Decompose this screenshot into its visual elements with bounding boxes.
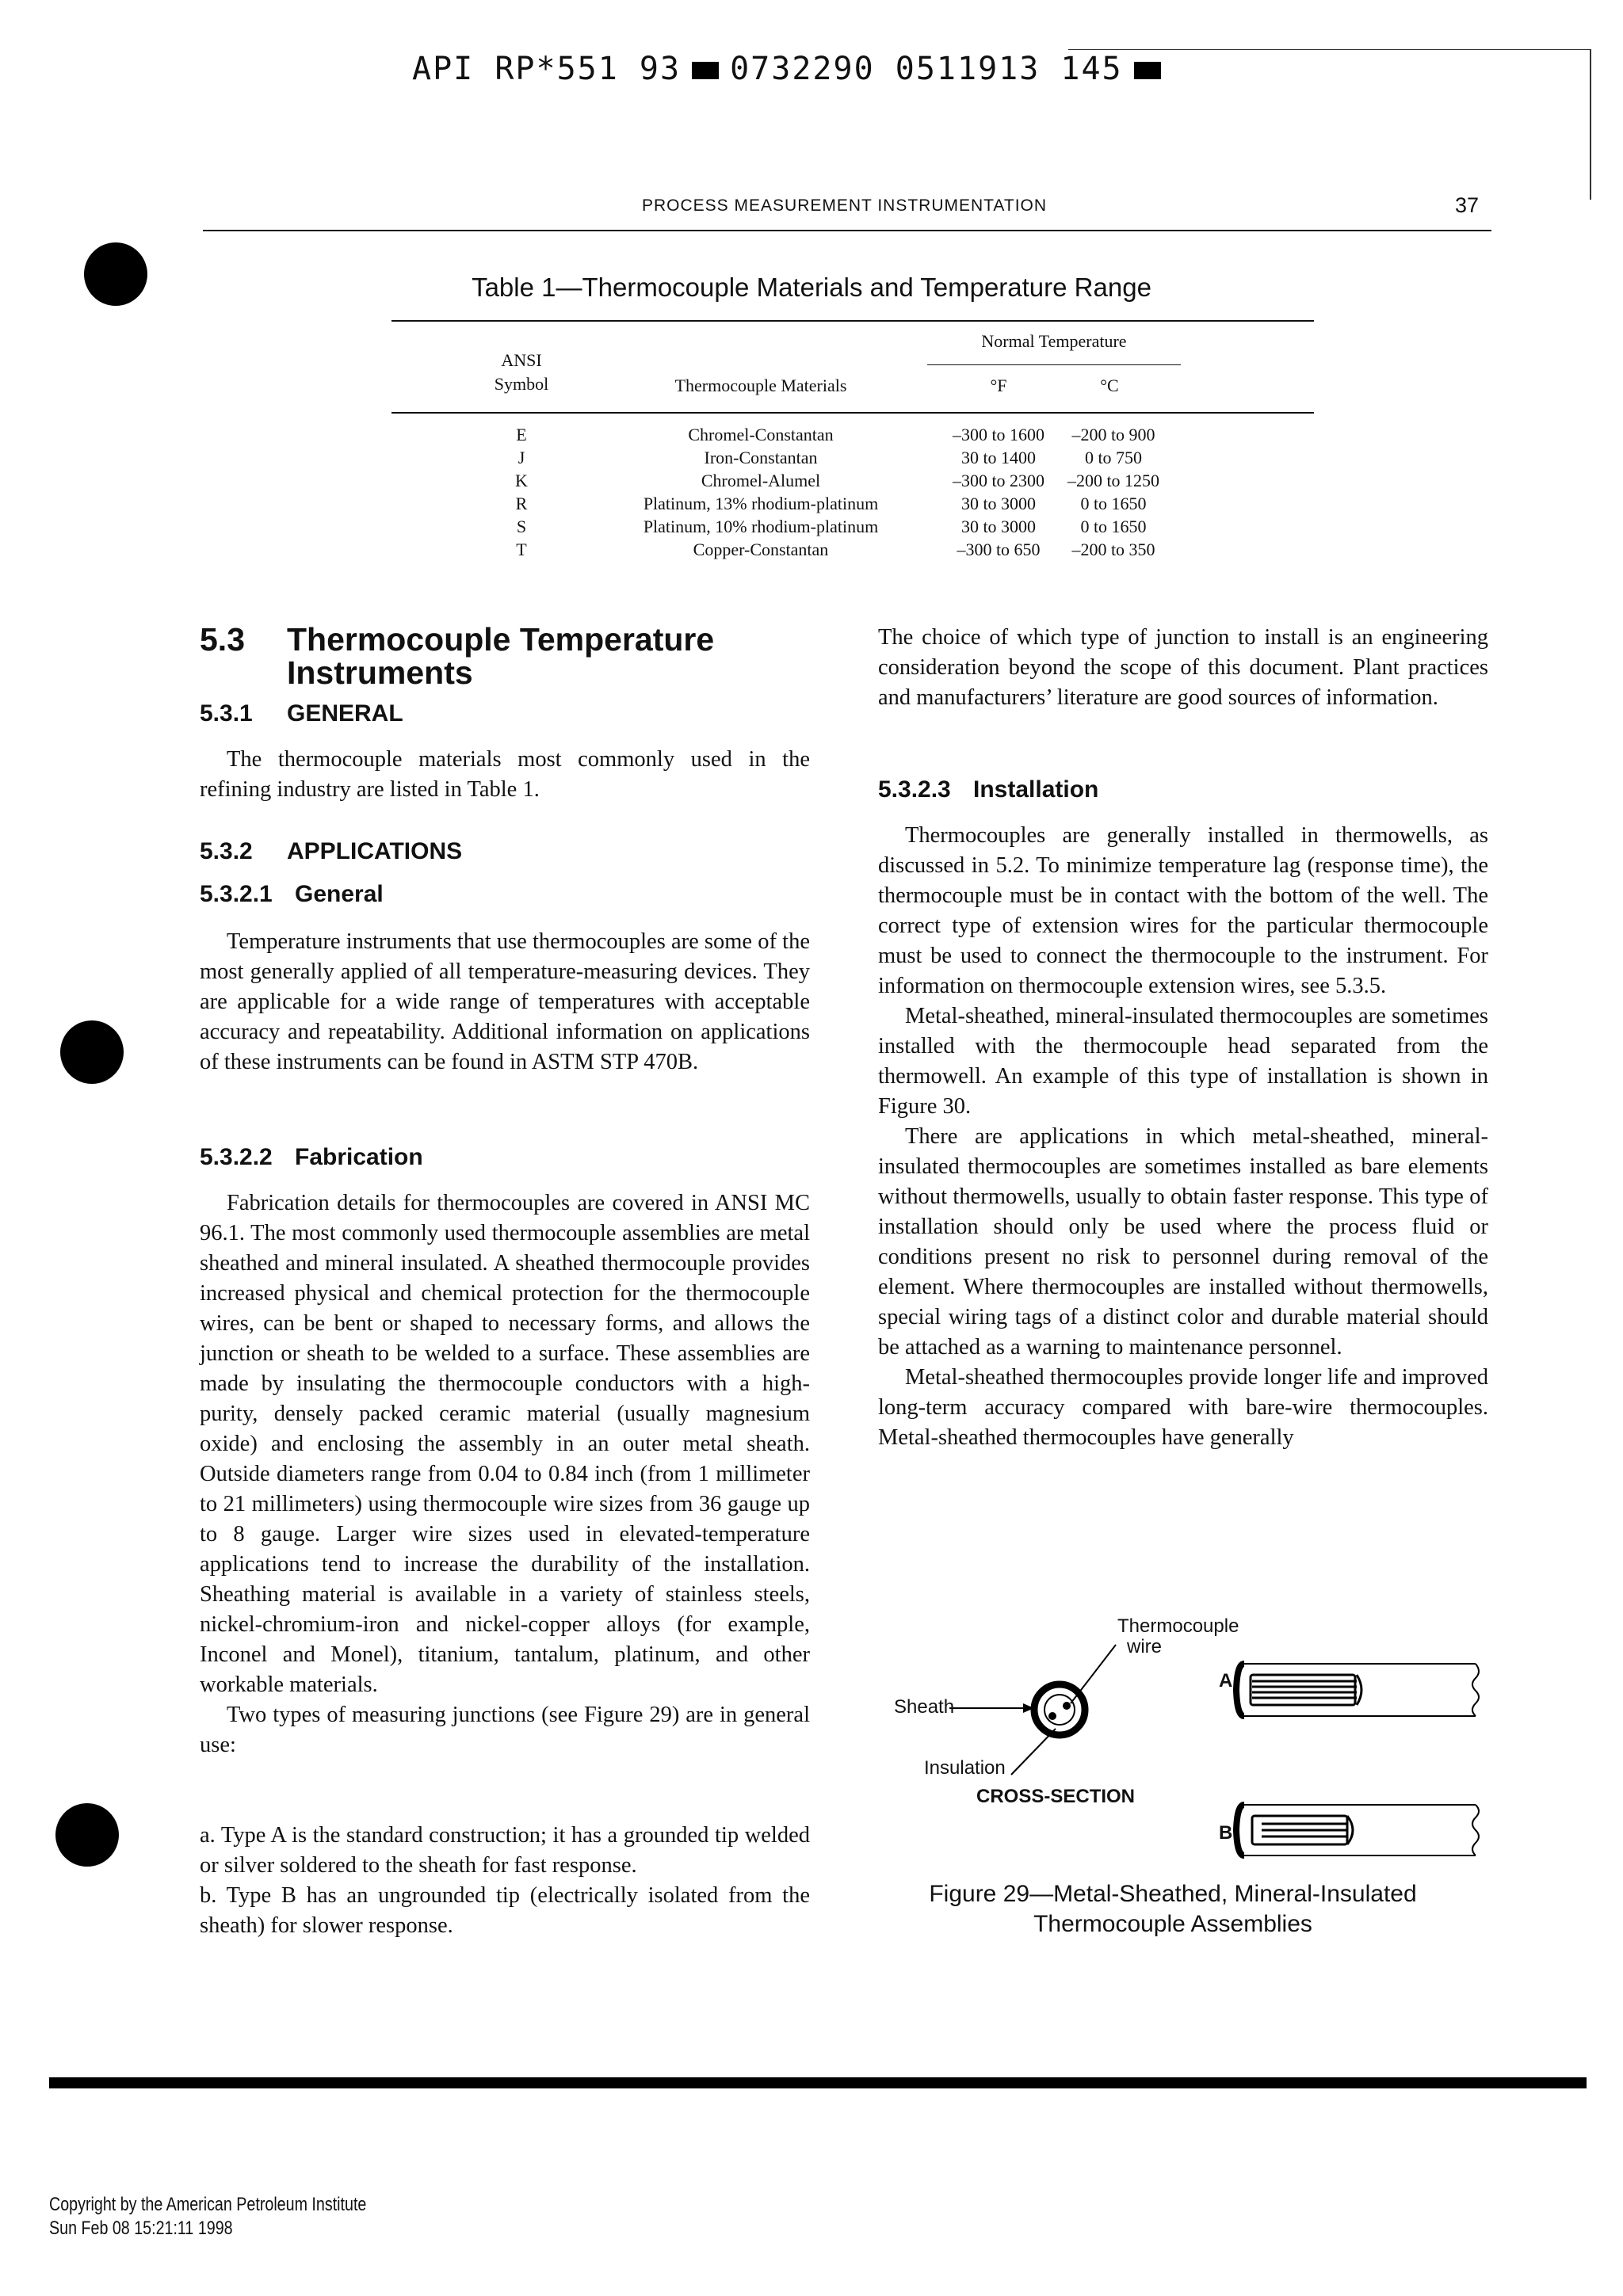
section-title: Installation <box>973 776 1099 803</box>
cross-section-icon <box>1034 1684 1085 1735</box>
punch-hole-middle <box>60 1020 124 1084</box>
label-line: Thermocouple <box>1117 1615 1239 1637</box>
table-cell: 30 to 3000 <box>960 517 1037 536</box>
section-title: GENERAL <box>287 700 403 727</box>
wire-leader <box>1071 1645 1116 1703</box>
paragraph-text: Fabrication details for thermocouples are covered in ANSI MC 96.1. The most commonly used thermocouple assemblies are metal sheathed and mineral insulated. A sheathed thermocouple provides increased physical and chemical protection for the thermocouple wires, can be bent or shaped to necessary forms, and allows the junction or sheath to be welded to a surface. These assemblies are made by insulating the thermocouple conductors with a high-purity, densely packed ceramic material (usually magnesium oxide) and enclosing the assembly in an outer metal sheath. Outside diameters range from 0.04 to 0.84 inch (from 1 millimeter to 21 millimeters) using thermocouple wire sizes from 36 gauge up to 8 gauge. Larger wire sizes used in elevated-temperature applications tend to increase the durability of the installation. Sheathing material is available in a variety of stainless steels, nickel-chromium-iron and nickel-copper alloys (for example, Inconel and Monel), titanium, tantalum, platinum, and other workable materials. <box>200 1191 810 1697</box>
paragraph <box>200 1188 810 1760</box>
table-cell: –300 to 2300 <box>952 471 1045 490</box>
section-number: 5.3.2 <box>200 838 253 864</box>
list-item: a. Type A is the standard construction; it has a grounded tip welded or silver soldered to the sheath for fast response. <box>200 1823 810 1878</box>
section-number: 5.3.1 <box>200 700 253 727</box>
paragraph-text: Metal-sheathed thermocouples provide longer life and improved long-term accuracy compared with bare-wire thermocouples. Metal-sheathed thermocouples have generally <box>878 1365 1488 1450</box>
table-cell: 0 to 1650 <box>1080 517 1147 536</box>
table-cell: S <box>516 517 527 536</box>
section-5-3-heading <box>200 623 714 689</box>
type-b-assembly <box>1236 1805 1479 1855</box>
label-type-a: A <box>1219 1670 1233 1691</box>
paragraph-text: Two types of measuring junctions (see Figure 29) are in general use: <box>200 1703 810 1757</box>
table-col-fahrenheit <box>935 423 1062 561</box>
insulation-leader <box>1011 1729 1056 1775</box>
footer-bar <box>49 2077 1587 2088</box>
table-cell: Copper-Constantan <box>693 540 829 559</box>
table-cell: 30 to 1400 <box>960 448 1037 467</box>
table-cell: –200 to 1250 <box>1067 471 1160 490</box>
section-title: APPLICATIONS <box>287 838 463 864</box>
paragraph-text: Temperature instruments that use thermocouples are some of the most generally applied of all temperature-measuring devices. They are applicable for a wide range of temperatures with acceptable accuracy and repeatability. Additional information on applications of these instruments can be found in ASTM STP 470B. <box>200 929 810 1074</box>
document-id-prefix: API RP*551 93 <box>412 51 682 87</box>
table-header-rule <box>391 412 1314 414</box>
table-cell: Platinum, 13% rhodium-platinum <box>643 494 879 513</box>
table-cell: 30 to 3000 <box>960 494 1037 513</box>
table-cell: Platinum, 10% rhodium-platinum <box>643 517 879 536</box>
col-group-rule <box>927 364 1181 365</box>
section-number: 5.3 <box>200 621 245 658</box>
list-item: b. Type B has an ungrounded tip (electrically isolated from the sheath) for slower response. <box>200 1883 810 1938</box>
section-5-3-2-heading <box>200 838 462 865</box>
paragraph-text: The thermocouple materials most commonly used in the refining industry are listed in Table 1. <box>200 747 810 802</box>
figure-caption <box>872 1879 1474 1939</box>
section-5-3-2-3-heading <box>878 776 1098 803</box>
caption-line: Figure 29—Metal-Sheathed, Mineral-Insulated <box>929 1881 1417 1907</box>
section-5-3-2-2-heading <box>200 1144 423 1171</box>
paragraph <box>878 623 1488 713</box>
paragraph <box>200 927 810 1077</box>
table-cell: –300 to 1600 <box>952 425 1045 444</box>
col-ansi-line1: ANSI <box>501 350 542 370</box>
label-type-b: B <box>1219 1822 1233 1844</box>
running-title: PROCESS MEASUREMENT INSTRUMENTATION <box>642 196 1048 215</box>
section-number: 5.3.2.3 <box>878 776 951 803</box>
section-5-3-2-1-heading <box>200 881 384 908</box>
table-col-symbol <box>482 423 561 561</box>
table-title: Table 1—Thermocouple Materials and Temperature Range <box>472 273 1151 302</box>
document-id-codes: 0732290 0511913 145 <box>730 51 1123 87</box>
scan-edge-vertical <box>1590 49 1591 200</box>
table-cell: Iron-Constantan <box>704 448 818 467</box>
col-materials-header: Thermocouple Materials <box>674 376 847 395</box>
section-5-3-1-heading <box>200 700 403 727</box>
label-thermocouple-wire <box>1117 1616 1239 1657</box>
table-cell: E <box>516 425 527 444</box>
scan-edge-line <box>1068 49 1591 50</box>
table-cell: T <box>516 540 527 559</box>
col-f-header: °F <box>990 376 1007 395</box>
col-ansi-line2: Symbol <box>494 374 549 394</box>
label-insulation: Insulation <box>924 1757 1006 1779</box>
label-cross-section: CROSS-SECTION <box>976 1786 1136 1807</box>
table-col-celsius <box>1054 423 1173 561</box>
table-cell: –200 to 350 <box>1071 540 1155 559</box>
type-a-assembly <box>1236 1664 1479 1716</box>
copyright-notice <box>49 2193 366 2241</box>
timestamp-line: Sun Feb 08 15:21:11 1998 <box>49 2218 233 2239</box>
paragraph <box>200 745 810 805</box>
caption-line: Thermocouple Assemblies <box>1033 1911 1312 1937</box>
section-title-line2: Instruments <box>287 654 473 691</box>
table-cell: 0 to 1650 <box>1080 494 1147 513</box>
table-cell: 0 to 750 <box>1084 448 1143 467</box>
header-rule <box>203 230 1491 231</box>
section-title-line1: Thermocouple Temperature <box>287 621 715 658</box>
table-cell: –300 to 650 <box>957 540 1041 559</box>
table-cell: –200 to 900 <box>1071 425 1155 444</box>
paragraph <box>878 821 1488 1453</box>
page-number: 37 <box>1455 193 1480 217</box>
section-title: Fabrication <box>295 1144 423 1170</box>
paragraph-text: Metal-sheathed, mineral-insulated thermocouples are sometimes installed with the thermocouple head separated from the thermowell. An example of this type of installation is shown in Figure 30. <box>878 1004 1488 1119</box>
section-number: 5.3.2.2 <box>200 1144 273 1170</box>
copyright-line: Copyright by the American Petroleum Institute <box>49 2194 367 2215</box>
paragraph-text: Thermocouples are generally installed in thermowells, as discussed in 5.2. To minimize temperature lag (response time), the thermocouple must be in contact with the bottom of the well. The correct type of extension wires for the particular thermocouple must be used to connect the thermocouple to the instrument. For information on thermocouple extension wires, see 5.3.5. <box>878 823 1488 998</box>
paragraph-text: The choice of which type of junction to install is an engineering consideration beyond the scope of this document. Plant practices and manufacturers’ literature are good sources of information. <box>878 625 1488 710</box>
table-col-material <box>602 423 919 561</box>
paragraph-text: There are applications in which metal-sheathed, mineral-insulated thermocouples are sometimes installed as bare elements without thermowells, usually to obtain faster response. This type of installation should only be used where the process fluid or conditions present no risk to personnel during removal of the element. Where thermocouples are installed without thermowells, special wiring tags of a distinct color and durable material should be attached as a warning to maintenance personnel. <box>878 1124 1488 1360</box>
punch-hole-bottom <box>55 1803 119 1867</box>
table-cell: J <box>517 448 525 467</box>
junction-list <box>200 1821 810 1941</box>
section-title: General <box>295 881 384 907</box>
table-cell: Chromel-Alumel <box>701 471 821 490</box>
table-top-rule <box>391 320 1314 322</box>
col-c-header: °C <box>1100 376 1119 395</box>
label-line: wire <box>1127 1636 1163 1657</box>
table-cell: R <box>515 494 528 513</box>
table-cell: K <box>515 471 528 490</box>
redaction-block <box>692 62 719 79</box>
redaction-block <box>1134 62 1161 79</box>
label-sheath: Sheath <box>894 1696 955 1718</box>
table-cell: Chromel-Constantan <box>688 425 834 444</box>
col-group-header: Normal Temperature <box>981 331 1127 351</box>
col-ansi-header <box>482 349 561 396</box>
document-id-line <box>412 51 1172 87</box>
section-number: 5.3.2.1 <box>200 881 273 907</box>
